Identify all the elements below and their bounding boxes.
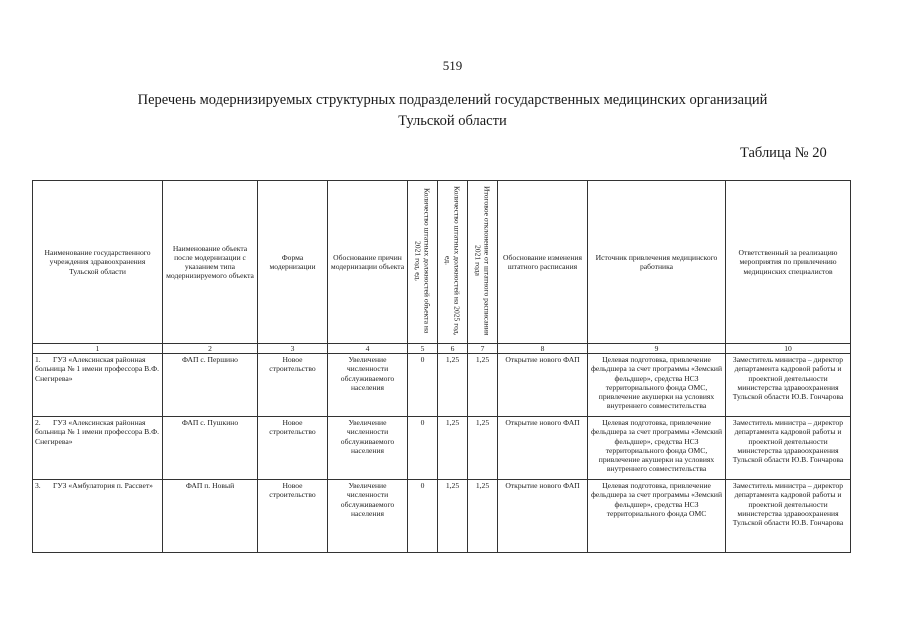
header-deviation: Итоговое отклонение от штатного расписания 2021 года [468,181,498,344]
object-cell: ФАП с. Пушкино [163,417,258,480]
table-number: Таблица № 20 [740,145,827,161]
header-staff-change-reason: Обоснование изменения штатного расписания [498,181,588,344]
header-staff-2021: Количество штатных должностей объекта на 2021 год, ед. [408,181,438,344]
responsible-cell: Заместитель министра – директор департамента кадровой работы и проектной деятельности министерства здравоохранения Тульской области Ю.В. Гончарова [726,480,851,553]
staff-2021-cell: 0 [408,417,438,480]
row-index: 3. [35,481,41,491]
object-cell: ФАП с. Першино [163,354,258,417]
reason-cell: Увеличение численности обслуживаемого населения [328,354,408,417]
modernization-table [32,180,851,553]
reason-cell: Увеличение численности обслуживаемого населения [328,480,408,553]
staff-change-reason-cell: Открытие нового ФАП [498,354,588,417]
column-number: 8 [498,344,588,354]
staff-2021-cell: 0 [408,480,438,553]
column-number-row [33,344,851,354]
column-number: 4 [328,344,408,354]
header-responsible: Ответственный за реализацию мероприятия по привлечению медицинских специалистов [726,181,851,344]
staff-change-reason-cell: Открытие нового ФАП [498,480,588,553]
responsible-cell: Заместитель министра – директор департамента кадровой работы и проектной деятельности министерства здравоохранения Тульской области Ю.В. Гончарова [726,354,851,417]
document-title [60,90,845,132]
form-cell: Новое строительство [258,417,328,480]
table-row [33,480,851,553]
column-number: 7 [468,344,498,354]
document-title-line-1: Перечень модернизируемых структурных подразделений государственных медицинских организаций [137,92,768,108]
document-title-line-2: Тульской области [398,113,507,129]
table-row [33,354,851,417]
deviation-cell: 1,25 [468,480,498,553]
table-row [33,417,851,480]
staff-2021-cell: 0 [408,354,438,417]
institution-name: ГУЗ «Алексинская районная больница № 1 имени профессора В.Ф. Снегирева» [35,418,159,446]
page-number: 519 [442,58,463,73]
institution-name: ГУЗ «Алексинская районная больница № 1 имени профессора В.Ф. Снегирева» [35,355,159,383]
source-cell: Целевая подготовка, привлечение фельдшера за счет программы «Земский фельдшер», средства НСЗ территориального фонда ОМС [588,480,726,553]
column-number: 9 [588,344,726,354]
institution-name: ГУЗ «Амбулатория п. Рассвет» [53,481,153,491]
row-index: 1. [35,355,41,365]
institution-cell [33,417,163,480]
header-row [33,181,851,344]
source-cell: Целевая подготовка, привлечение фельдшера за счет программы «Земский фельдшер», средства НСЗ территориального фонда ОМС, привлечение акушерки на условиях внутреннего совместительства [588,417,726,480]
header-object: Наименование объекта после модернизации с указанием типа модернизируемого объекта [163,181,258,344]
responsible-cell: Заместитель министра – директор департамента кадровой работы и проектной деятельности министерства здравоохранения Тульской области Ю.В. Гончарова [726,417,851,480]
form-cell: Новое строительство [258,354,328,417]
header-reason: Обоснование причин модернизации объекта [328,181,408,344]
header-staff-2025: Количество штатных должностей на 2025 год, ед. [438,181,468,344]
header-source: Источник привлечения медицинского работника [588,181,726,344]
staff-change-reason-cell: Открытие нового ФАП [498,417,588,480]
object-cell: ФАП п. Новый [163,480,258,553]
deviation-cell: 1,25 [468,354,498,417]
column-number: 3 [258,344,328,354]
institution-cell [33,480,163,553]
staff-2025-cell: 1,25 [438,480,468,553]
institution-cell [33,354,163,417]
header-institution: Наименование государственного учреждения здравоохранения Тульской области [33,181,163,344]
source-cell: Целевая подготовка, привлечение фельдшера за счет программы «Земский фельдшер», средства НСЗ территориального фонда ОМС, привлечение акушерки на условиях внутреннего совместительства [588,354,726,417]
form-cell: Новое строительство [258,480,328,553]
column-number: 6 [438,344,468,354]
deviation-cell: 1,25 [468,417,498,480]
column-number: 5 [408,344,438,354]
staff-2025-cell: 1,25 [438,417,468,480]
header-form: Форма модернизации [258,181,328,344]
staff-2025-cell: 1,25 [438,354,468,417]
row-index: 2. [35,418,41,428]
reason-cell: Увеличение численности обслуживаемого населения [328,417,408,480]
column-number: 2 [163,344,258,354]
column-number: 10 [726,344,851,354]
column-number: 1 [33,344,163,354]
